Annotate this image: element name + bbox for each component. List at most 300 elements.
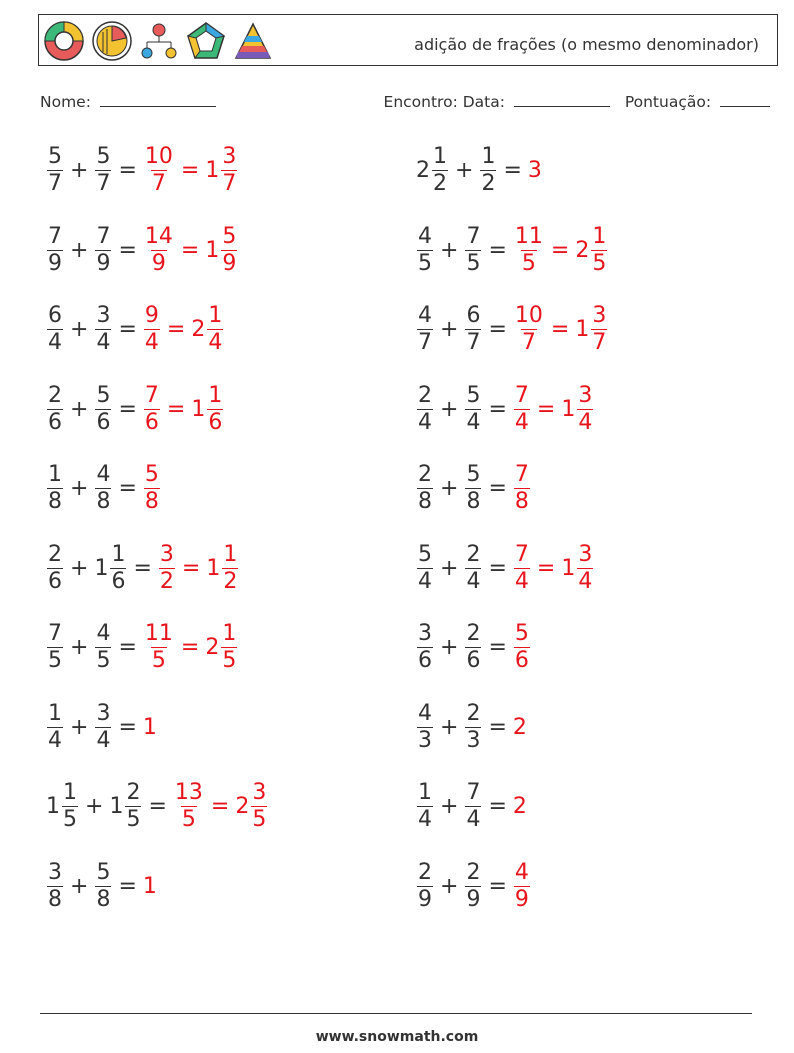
addend-b-term (479, 146, 497, 195)
plus-sign: + (70, 396, 89, 422)
addend-a-term (416, 146, 449, 195)
answer-2-denominator: 7 (222, 171, 237, 196)
addend-b-denominator: 5 (96, 648, 111, 673)
equals-sign: = (488, 714, 507, 740)
addend-b-denominator: 4 (96, 727, 111, 753)
answer (513, 794, 528, 819)
answer-2-term (561, 382, 594, 435)
addend-a-fraction (417, 464, 433, 513)
answer-equals-sign: = (166, 317, 186, 342)
addend-a-denominator: 8 (48, 886, 62, 912)
answer (528, 158, 543, 183)
addend-a-numerator: 4 (418, 303, 432, 328)
answer-1-term (513, 305, 545, 354)
problem-left-9 (46, 782, 268, 831)
addend-a-fraction (47, 623, 63, 672)
addend-b-term (464, 623, 482, 672)
answer-1-whole: 2 (512, 794, 527, 819)
plus-sign: + (70, 317, 89, 342)
answer (513, 859, 531, 912)
answer-2-whole: 1 (561, 396, 576, 422)
answer-1-denominator: 6 (144, 409, 159, 435)
equals-sign: = (148, 794, 167, 819)
donut-chart-icon (43, 20, 85, 62)
answer (513, 541, 594, 594)
addend-b-denominator: 4 (96, 330, 111, 355)
answer-1-fraction (514, 382, 530, 435)
addend-a-term (46, 146, 64, 195)
equals-sign: = (488, 794, 507, 819)
addend-a-numerator: 3 (48, 859, 62, 885)
plus-sign: + (70, 476, 89, 501)
answer-1-numerator: 3 (159, 541, 174, 567)
problem-right-2 (416, 223, 608, 276)
answer-1-numerator: 14 (144, 223, 173, 249)
answer-1-term (513, 223, 545, 276)
addend-a-numerator: 7 (48, 621, 62, 646)
pentagon-icon (185, 20, 227, 62)
encounter-date-label: Encontro: Data: (383, 93, 505, 111)
answer-1-term (143, 874, 158, 899)
addend-a-numerator: 1 (48, 462, 62, 487)
answer-1-denominator: 9 (514, 886, 529, 912)
equals-sign: = (118, 317, 137, 342)
addend-b-numerator: 2 (126, 780, 141, 805)
answer-2-fraction (207, 305, 223, 354)
problem-left-2 (46, 223, 238, 276)
plus-sign: + (70, 158, 89, 183)
answer-2-denominator: 5 (592, 250, 607, 276)
answer-2-denominator: 9 (222, 250, 237, 276)
answer-2-term (205, 223, 238, 276)
answer-equals-sign: = (166, 396, 186, 422)
answer-2-denominator: 6 (208, 409, 223, 435)
addend-b-fraction (125, 782, 141, 831)
answer-2-term (191, 305, 224, 354)
equals-sign: = (118, 237, 137, 263)
answer-equals-sign: = (180, 635, 200, 660)
answer-equals-sign: = (536, 555, 556, 581)
addend-a-fraction (62, 782, 78, 831)
plus-sign: + (70, 555, 89, 581)
addend-a-numerator: 1 (48, 700, 62, 726)
answer-1-term (513, 382, 531, 435)
addend-a-denominator: 6 (48, 409, 62, 435)
answer-2-denominator: 2 (223, 568, 238, 594)
footer-divider (40, 1013, 752, 1014)
addend-a-term (46, 623, 64, 672)
addend-a-term (46, 541, 64, 594)
answer-1-denominator: 7 (151, 171, 166, 196)
answer (513, 464, 531, 513)
answer-equals-sign: = (181, 555, 201, 581)
addend-b-denominator: 9 (466, 886, 481, 912)
answer-equals-sign: = (180, 237, 200, 263)
addend-b-term (464, 782, 482, 831)
encounter-score-fields (384, 92, 770, 111)
answer-1-term (513, 623, 531, 672)
addend-b-term (94, 464, 112, 513)
equals-sign: = (488, 237, 507, 263)
equals-sign: = (488, 873, 507, 899)
answer-1-term (513, 715, 528, 740)
addend-a-denominator: 9 (48, 250, 62, 276)
addend-a-denominator: 2 (433, 171, 447, 196)
addend-b-denominator: 8 (466, 489, 481, 514)
answer-2-fraction (221, 146, 237, 195)
addend-a-numerator: 1 (433, 144, 447, 169)
plus-sign: + (70, 635, 89, 660)
addend-b-numerator: 5 (466, 462, 481, 487)
addend-b-fraction (465, 223, 481, 276)
answer-1-numerator: 5 (514, 621, 529, 646)
equals-sign: = (488, 396, 507, 422)
addend-a-denominator: 4 (418, 409, 432, 435)
answer-2-whole: 1 (191, 396, 206, 422)
addend-b-fraction (480, 146, 496, 195)
addend-a-term (416, 305, 434, 354)
addend-b-term (109, 782, 142, 831)
answer-2-denominator: 4 (578, 568, 593, 594)
addend-b-numerator: 1 (111, 541, 126, 567)
addend-b-denominator: 5 (126, 807, 141, 832)
addend-a-term (46, 464, 64, 513)
addend-b-term (464, 859, 482, 912)
answer-2-whole: 2 (191, 317, 206, 342)
score-blank[interactable] (720, 92, 770, 107)
footer-url: www.snowmath.com (315, 1029, 479, 1045)
addend-b-numerator: 3 (96, 700, 111, 726)
answer-1-fraction (144, 464, 160, 513)
addend-b-denominator: 4 (466, 807, 481, 832)
problem-right-6 (416, 541, 594, 594)
tree-diagram-icon (139, 20, 179, 62)
addend-b-denominator: 5 (466, 250, 481, 276)
plus-sign: + (440, 317, 459, 342)
answer-2-fraction (207, 382, 223, 435)
addend-b-denominator: 6 (111, 568, 126, 594)
addend-b-numerator: 4 (96, 462, 111, 487)
answer-2-whole: 1 (575, 317, 590, 342)
answer-1-numerator: 5 (144, 462, 159, 487)
answer-2-term (561, 541, 594, 594)
answer-2-whole: 2 (235, 794, 250, 819)
addend-a-fraction (432, 146, 448, 195)
addend-a-whole: 1 (46, 794, 60, 819)
answer-1-fraction (174, 782, 204, 831)
answer (143, 146, 238, 195)
addend-b-numerator: 6 (466, 303, 481, 328)
problem-right-4 (416, 382, 594, 435)
answer (143, 464, 161, 513)
equals-sign: = (118, 635, 137, 660)
answer-1-whole: 2 (512, 714, 527, 740)
answer (143, 223, 238, 276)
answer-2-denominator: 4 (578, 409, 593, 435)
name-blank[interactable] (100, 92, 216, 107)
answer-2-term (206, 541, 239, 594)
addend-b-denominator: 6 (466, 648, 481, 673)
addend-a-denominator: 4 (48, 330, 62, 355)
addend-b-fraction (110, 541, 126, 594)
answer-1-numerator: 10 (144, 144, 173, 169)
plus-sign: + (440, 714, 459, 740)
plus-sign: + (455, 158, 474, 183)
answer-1-denominator: 8 (514, 489, 529, 514)
addend-b-numerator: 5 (96, 859, 111, 885)
problem-right-10 (416, 859, 531, 912)
problem-left-4 (46, 382, 224, 435)
answer (143, 305, 224, 354)
addend-a-fraction (417, 859, 433, 912)
addend-b-term (464, 382, 482, 435)
answer-1-term (143, 623, 175, 672)
answer-1-denominator: 5 (151, 648, 166, 673)
answer-2-term (575, 305, 608, 354)
addend-b-fraction (95, 305, 111, 354)
addend-b-numerator: 5 (96, 382, 111, 408)
addend-a-numerator: 1 (418, 780, 432, 805)
addend-a-term (416, 700, 434, 753)
equals-sign: = (488, 555, 507, 581)
answer-1-fraction (144, 305, 160, 354)
equals-sign: = (133, 555, 152, 581)
addend-b-denominator: 4 (466, 409, 481, 435)
answer-2-fraction (591, 223, 607, 276)
addend-a-fraction (417, 305, 433, 354)
addend-b-fraction (465, 382, 481, 435)
answer-1-fraction (144, 623, 174, 672)
addend-a-term (46, 223, 64, 276)
addend-a-denominator: 7 (418, 330, 432, 355)
answer-2-whole: 1 (205, 237, 220, 263)
addend-b-numerator: 7 (96, 223, 111, 249)
problem-left-3 (46, 305, 224, 354)
answer-1-fraction (514, 541, 530, 594)
answer-2-fraction (251, 782, 267, 831)
answer-1-term (158, 541, 176, 594)
header-icons (43, 19, 273, 63)
answer (513, 305, 608, 354)
equals-sign: = (118, 873, 137, 899)
answer-1-denominator: 5 (521, 250, 536, 276)
answer-1-fraction (514, 305, 544, 354)
addend-b-fraction (95, 700, 111, 753)
answer-2-denominator: 7 (592, 330, 607, 355)
addend-b-whole: 1 (94, 555, 109, 581)
problem-right-9 (416, 782, 528, 831)
addend-a-numerator: 2 (418, 859, 432, 885)
answer-2-term (191, 382, 224, 435)
answer-2-denominator: 4 (208, 330, 223, 355)
answer-1-denominator: 4 (514, 568, 529, 594)
addend-b-numerator: 2 (466, 541, 481, 567)
answer-2-term (205, 623, 238, 672)
equals-sign: = (118, 158, 137, 183)
answer-2-numerator: 1 (592, 223, 607, 249)
answer (143, 623, 238, 672)
answer-1-denominator: 5 (181, 807, 196, 832)
problem-left-8 (46, 700, 158, 753)
answer-1-term (173, 782, 205, 831)
addend-b-denominator: 9 (96, 250, 111, 276)
answer-2-numerator: 3 (578, 541, 593, 567)
plus-sign: + (70, 237, 89, 263)
answer-1-term (513, 794, 528, 819)
addend-a-denominator: 6 (48, 568, 62, 594)
addend-b-fraction (95, 146, 111, 195)
answer-1-term (143, 382, 161, 435)
problem-left-10 (46, 859, 158, 912)
addend-b-denominator: 8 (96, 489, 111, 514)
addend-a-numerator: 2 (48, 541, 62, 567)
addend-b-fraction (465, 782, 481, 831)
answer-1-denominator: 9 (151, 250, 166, 276)
addend-b-fraction (465, 541, 481, 594)
addend-b-fraction (95, 623, 111, 672)
pyramid-icon (233, 20, 273, 62)
answer-1-denominator: 6 (514, 648, 529, 673)
addend-a-numerator: 6 (48, 303, 62, 328)
addend-b-denominator: 3 (466, 727, 481, 753)
answer-2-fraction (221, 623, 237, 672)
answer-1-fraction (159, 541, 175, 594)
addend-a-numerator: 7 (48, 223, 62, 249)
answer-1-numerator: 7 (144, 382, 159, 408)
addend-a-fraction (47, 541, 63, 594)
problem-left-6 (46, 541, 239, 594)
plus-sign: + (85, 794, 104, 819)
addend-a-term (46, 305, 64, 354)
addend-a-numerator: 5 (418, 541, 432, 567)
addend-b-term (94, 223, 112, 276)
addend-b-term (94, 541, 127, 594)
score-label: Pontuação: (624, 93, 712, 111)
answer-1-numerator: 7 (514, 462, 529, 487)
addend-a-fraction (47, 305, 63, 354)
addend-a-term (416, 623, 434, 672)
answer-1-numerator: 11 (144, 621, 173, 646)
addend-b-fraction (95, 464, 111, 513)
answer-1-term (143, 146, 175, 195)
addend-b-numerator: 4 (96, 621, 111, 646)
addend-b-term (464, 700, 482, 753)
answer-2-numerator: 3 (252, 780, 267, 805)
addend-b-numerator: 2 (466, 859, 481, 885)
answer-equals-sign: = (550, 237, 570, 263)
addend-b-term (94, 146, 112, 195)
addend-a-numerator: 4 (418, 223, 432, 249)
answer-1-term (513, 464, 531, 513)
addend-a-denominator: 9 (418, 886, 432, 912)
addend-a-numerator: 2 (418, 462, 432, 487)
answer-1-numerator: 9 (144, 303, 159, 328)
answer-2-numerator: 1 (208, 303, 223, 328)
answer-1-fraction (514, 223, 544, 276)
addend-a-numerator: 2 (418, 382, 432, 408)
answer-1-term (513, 859, 531, 912)
answer-2-term (205, 146, 238, 195)
addend-a-term (46, 859, 64, 912)
addend-a-numerator: 1 (63, 780, 77, 805)
addend-a-fraction (417, 782, 433, 831)
plus-sign: + (440, 873, 459, 899)
addend-b-numerator: 5 (96, 144, 111, 169)
plus-sign: + (440, 555, 459, 581)
answer (513, 382, 594, 435)
problem-left-5 (46, 464, 161, 513)
addend-a-term (416, 382, 434, 435)
addend-b-denominator: 7 (96, 171, 111, 196)
answer-2-denominator: 5 (252, 807, 267, 832)
addend-a-fraction (47, 382, 63, 435)
answer-1-term (143, 715, 158, 740)
addend-a-numerator: 5 (48, 144, 62, 169)
answer-1-fraction (514, 464, 530, 513)
problem-right-5 (416, 464, 531, 513)
answer-2-term (235, 782, 268, 831)
answer-equals-sign: = (536, 396, 556, 422)
answer-1-denominator: 2 (159, 568, 174, 594)
addend-a-numerator: 3 (418, 621, 432, 646)
answer-2-numerator: 3 (222, 144, 237, 169)
addend-a-denominator: 4 (418, 568, 432, 594)
addend-a-term (416, 859, 434, 912)
answer-2-numerator: 3 (592, 303, 607, 328)
addend-b-term (94, 700, 112, 753)
answer-1-fraction (514, 859, 530, 912)
answer-2-numerator: 3 (578, 382, 593, 408)
addend-a-denominator: 5 (48, 648, 62, 673)
answer-2-numerator: 1 (223, 541, 238, 567)
addend-a-term (46, 782, 79, 831)
addend-a-fraction (417, 223, 433, 276)
pie-chart-icon (91, 20, 133, 62)
addend-a-denominator: 4 (48, 727, 62, 753)
addend-b-numerator: 2 (466, 700, 481, 726)
addend-b-denominator: 4 (466, 568, 481, 594)
answer-1-denominator: 4 (144, 330, 159, 355)
addend-b-term (94, 623, 112, 672)
answer-1-numerator: 4 (514, 859, 529, 885)
problem-right-3 (416, 305, 608, 354)
addend-b-fraction (465, 859, 481, 912)
answer (143, 874, 158, 899)
addend-a-term (416, 541, 434, 594)
worksheet-header (38, 14, 778, 66)
equals-sign: = (488, 476, 507, 501)
addend-b-denominator: 8 (96, 886, 111, 912)
plus-sign: + (440, 396, 459, 422)
problem-right-1 (416, 146, 543, 195)
answer (513, 715, 528, 740)
worksheet-title: adição de frações (o mesmo denominador) (414, 35, 759, 54)
answer-1-numerator: 11 (514, 223, 543, 249)
answer-1-numerator: 13 (174, 780, 203, 805)
answer-2-fraction (591, 305, 607, 354)
answer-1-term (143, 305, 161, 354)
answer-1-term (513, 541, 531, 594)
plus-sign: + (440, 237, 459, 263)
date-blank[interactable] (514, 92, 610, 107)
answer-2-whole: 1 (561, 555, 576, 581)
addend-a-denominator: 6 (418, 648, 432, 673)
answer-equals-sign: = (210, 794, 230, 819)
addend-a-term (416, 782, 434, 831)
addend-a-term (46, 382, 64, 435)
addend-b-denominator: 2 (481, 171, 496, 196)
answer-1-fraction (144, 223, 174, 276)
